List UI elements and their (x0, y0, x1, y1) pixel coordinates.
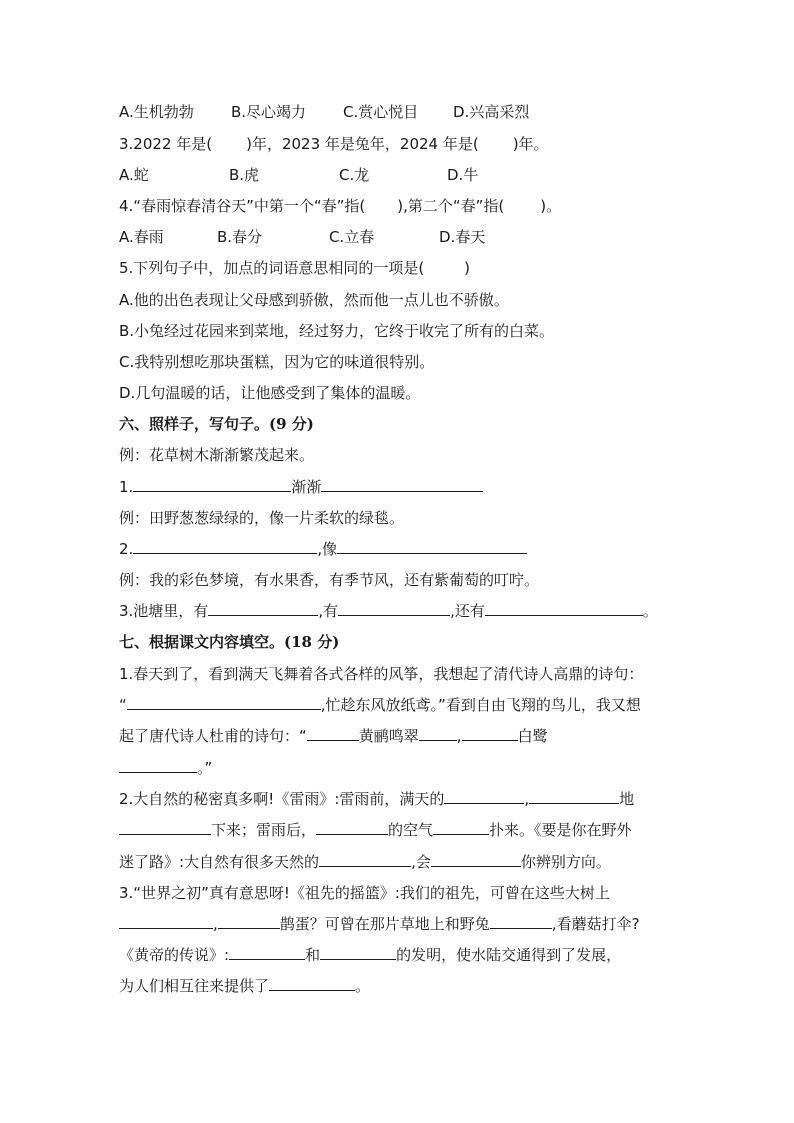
answer-blank[interactable] (133, 477, 291, 492)
option-a: A.生机勃勃 (119, 103, 194, 121)
answer-blank[interactable] (433, 820, 489, 835)
q5-stem: 5.下列句子中，加点的词语意思相同的一项是( ) (119, 259, 471, 277)
s7-q2-line2: 下来；雷雨后， 的空气 扑来。《要是你在野外 (119, 820, 632, 840)
answer-blank[interactable] (316, 820, 388, 835)
option-c: C.龙 (339, 166, 370, 184)
answer-blank[interactable] (529, 789, 619, 804)
answer-blank[interactable] (119, 758, 197, 773)
s7-q2-line3: 迷了路》:大自然有很多天然的 ,会 你辨别方向。 (119, 853, 611, 871)
answer-blank[interactable] (119, 914, 213, 929)
q3-stem: 3.2022 年是( )年，2023 年是兔年，2024 年是( )年。 (119, 135, 549, 153)
answer-blank[interactable] (338, 601, 450, 616)
answer-blank[interactable] (320, 945, 396, 960)
answer-blank[interactable] (462, 726, 518, 741)
section6-heading: 六、照样子，写句子。(9 分) (119, 415, 314, 433)
option-b: B.春分 (217, 228, 263, 246)
answer-blank[interactable] (229, 945, 305, 960)
s7-q3-line4: 为人们相互往来提供了 。 (119, 977, 371, 995)
sentence-3: 3.池塘里，有 ,有 ,还有 。 (119, 602, 658, 620)
q5-option-d: D.几句温暖的话，让他感受到了集体的温暖。 (119, 384, 421, 402)
answer-blank[interactable] (208, 601, 318, 616)
s7-q1-line3: 起了唐代诗人杜甫的诗句：“ 黄鹂鸣翠 , 白鹭 (119, 727, 548, 745)
answer-blank[interactable] (307, 726, 359, 741)
option-a: A.春雨 (119, 228, 164, 246)
s7-q3-line2: , 鹊蛋？可曾在那片草地上和野兔 ,看蘑菇打伞? (119, 914, 640, 934)
option-c: C.赏心悦目 (343, 103, 419, 121)
s7-q1-line4: 。” (119, 758, 212, 778)
answer-blank[interactable] (133, 539, 317, 554)
example-3: 例：我的彩色梦境，有水果香，有季节风，还有紫葡萄的叮咛。 (119, 571, 540, 589)
q4-stem: 4.“春雨惊春清谷天”中第一个“春”指( ),第二个“春”指( )。 (119, 197, 562, 215)
answer-blank[interactable] (321, 477, 483, 492)
q3-options (119, 165, 478, 185)
option-d: D.牛 (447, 166, 479, 184)
section7-heading: 七、根据课文内容填空。(18 分) (119, 633, 340, 651)
answer-blank[interactable] (218, 914, 280, 929)
answer-blank[interactable] (127, 695, 321, 710)
example-2: 例：田野葱葱绿绿的，像一片柔软的绿毯。 (119, 509, 405, 527)
answer-blank[interactable] (431, 852, 521, 867)
q4-options (119, 227, 485, 247)
option-b: B.尽心竭力 (231, 103, 307, 121)
answer-blank[interactable] (485, 601, 643, 616)
answer-blank[interactable] (337, 539, 527, 554)
option-b: B.虎 (229, 166, 260, 184)
option-a: A.蛇 (119, 166, 149, 184)
s7-q1-line2: “ ,忙趁东风放纸鸢。”看到自由飞翔的鸟儿，我又想 (119, 696, 641, 714)
answer-blank[interactable] (119, 820, 211, 835)
option-d: D.春天 (439, 228, 486, 246)
answer-blank[interactable] (419, 726, 457, 741)
example-1: 例：花草树木渐渐繁茂起来。 (119, 446, 315, 464)
q5-option-c: C.我特别想吃那块蛋糕，因为它的味道很特别。 (119, 353, 435, 371)
q5-option-b: B.小兔经过花园来到菜地，经过努力，它终于收完了所有的白菜。 (119, 322, 555, 340)
option-d: D.兴高采烈 (453, 103, 530, 121)
answer-blank[interactable] (444, 789, 524, 804)
sentence-1: 1. 渐渐 (119, 477, 483, 497)
s7-q3-line1: 3.“世界之初”真有意思呀!《祖先的摇篮》:我们的祖先，可曾在这些大树上 (119, 884, 610, 902)
answer-blank[interactable] (490, 914, 552, 929)
q5-option-a: A.他的出色表现让父母感到骄傲，然而他一点儿也不骄傲。 (119, 291, 509, 309)
answer-blank[interactable] (319, 852, 411, 867)
sentence-2: 2. ,像 (119, 539, 527, 559)
s7-q3-line3: 《黄帝的传说》: 和 的发明，使水陆交通得到了发展， (119, 946, 622, 964)
q2-options (119, 102, 529, 122)
answer-blank[interactable] (269, 976, 355, 991)
s7-q1-line1: 1.春天到了，看到满天飞舞着各式各样的风筝，我想起了清代诗人高鼎的诗句： (119, 665, 644, 683)
s7-q2-line1: 2.大自然的秘密真多啊!《雷雨》:雷雨前，满天的 , 地 (119, 790, 635, 808)
option-c: C.立春 (329, 228, 375, 246)
